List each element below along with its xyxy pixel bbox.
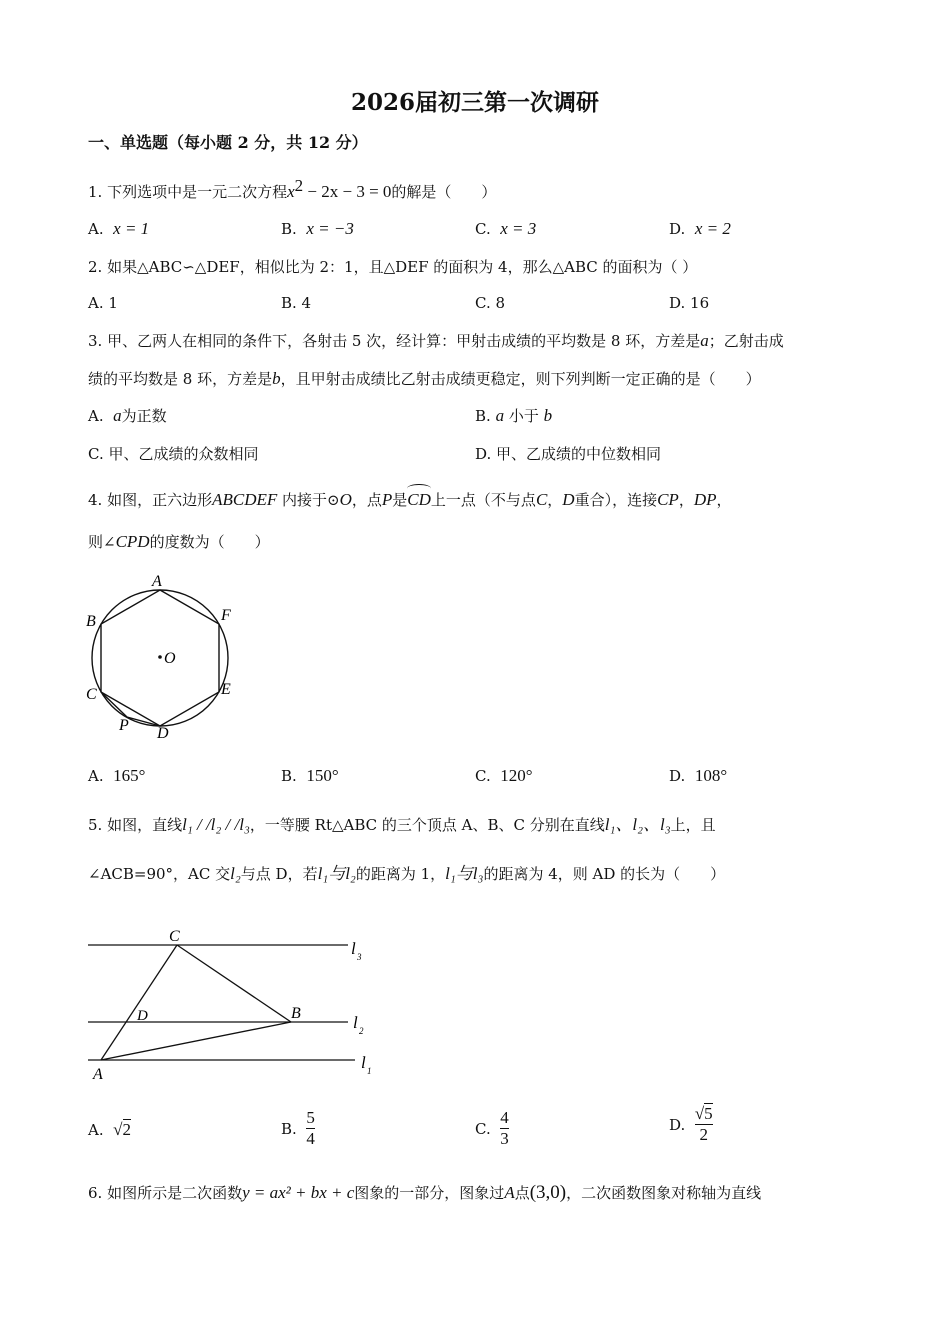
q3-option-c[interactable]: C. 甲、乙成绩的众数相同: [88, 445, 259, 463]
q1-eq-x: x: [287, 182, 295, 201]
q1-option-a[interactable]: A. x = 1: [88, 219, 150, 238]
label-d: D: [137, 1008, 148, 1024]
label-f: F: [221, 607, 231, 624]
q2-option-d[interactable]: D. 16: [669, 294, 710, 312]
label-o: O: [164, 650, 176, 667]
q3-option-d[interactable]: D. 甲、乙成绩的中位数相同: [475, 445, 662, 463]
label-b: B: [291, 1005, 301, 1022]
center-dot: [158, 655, 162, 659]
q5-option-a[interactable]: A. √2: [88, 1120, 131, 1139]
q5-option-b[interactable]: B. $\frac{5}{4}$: [281, 1108, 315, 1148]
fraction-4-3: $\frac{4}{3}$: [500, 1108, 509, 1148]
segment-ab: [101, 1022, 291, 1060]
label-l1-sub: 1: [367, 1066, 372, 1076]
parallel-lines-figure: [80, 920, 380, 1086]
label-l1: l: [361, 1053, 366, 1072]
fraction-5-4: $\frac{5}{4}$: [306, 1108, 315, 1148]
question-2: 2. 如果△ABC∽△DEF，相似比为 2：1，且△DEF 的面积为 4，那么△ABC 的面积为（ ）: [88, 258, 698, 276]
sqrt-sign: √: [113, 1120, 123, 1139]
hexagon-circle-figure: [80, 566, 250, 746]
q1-option-d[interactable]: D. x = 2: [669, 219, 731, 238]
q2-option-a[interactable]: A. 1: [88, 294, 118, 312]
q1-text-post: 的解是（ ）: [391, 183, 497, 201]
label-a: A: [93, 1066, 103, 1083]
question-1: [88, 176, 496, 202]
q3-option-b[interactable]: B. a 小于 b: [475, 406, 553, 425]
label-c: C: [86, 686, 97, 703]
label-l3-sub: 3: [357, 952, 362, 962]
question-3-line-1: 3. 甲、乙两人在相同的条件下，各射击 5 次，经计算：甲射击成绩的平均数是 8 环，方差是a；乙射击成: [88, 331, 784, 350]
label-a: A: [152, 573, 162, 590]
fraction-sqrt5-2: $\frac{√5}{2}$: [694, 1104, 713, 1144]
q4-option-d[interactable]: D. 108°: [669, 766, 728, 785]
q1-option-b[interactable]: B. x = −3: [281, 219, 354, 238]
q4-option-a[interactable]: A. 165°: [88, 766, 146, 785]
q1-text-pre: 1. 下列选项中是一元二次方程: [88, 183, 288, 201]
question-6: 6. 如图所示是二次函数y = ax² + bx + c图象的一部分，图象过A点(3,0)，二次函数图象对称轴为直线: [88, 1182, 762, 1203]
label-l2-sub: 2: [359, 1026, 364, 1036]
question-4-line-2: 则∠CPD的度数为（ ）: [88, 532, 270, 551]
q3-option-a[interactable]: A. a为正数: [88, 406, 167, 425]
label-l3: l: [351, 939, 356, 958]
q1-option-c[interactable]: C. x = 3: [475, 219, 537, 238]
q2-option-b[interactable]: B. 4: [281, 294, 312, 312]
q5-option-d[interactable]: D. $\frac{√5}{2}$: [669, 1104, 713, 1144]
label-e: E: [221, 681, 231, 698]
label-l2: l: [353, 1013, 358, 1032]
q2-option-c[interactable]: C. 8: [475, 294, 506, 312]
page-title: 2026届初三第一次调研: [350, 89, 599, 116]
segment-ac: [101, 945, 177, 1060]
question-5-line-1: 5. 如图，直线l₁ / /l₂ / /l₃，一等腰 Rt△ABC 的三个顶点 A、B、C 分别在直线l₁、l₂、l₃上，且: [88, 815, 716, 834]
question-4-line-1: 4. 如图，正六边形ABCDEF 内接于⊙O，点P是 CD上一点（不与点C，D重合），连接CP，DP，: [88, 486, 732, 510]
q4-option-b[interactable]: B. 150°: [281, 766, 339, 785]
label-d: D: [157, 725, 169, 742]
label-p: P: [119, 717, 129, 734]
section-heading: 一、单选题（每小题 2 分，共 12 分）: [88, 133, 368, 152]
q1-eq-rest: − 2x − 3 = 0: [303, 182, 392, 201]
question-3-line-2: 绩的平均数是 8 环，方差是b，且甲射击成绩比乙射击成绩更稳定，则下列判断一定正确的是（ ）: [88, 369, 761, 388]
q4-option-c[interactable]: C. 120°: [475, 766, 533, 785]
question-5-line-2: ∠ACB=90°，AC 交l₂与点 D，若l₁与l₂的距离为 1，l₁与l₃的距离为 4，则 AD 的长为（ ）: [88, 864, 726, 883]
label-b: B: [86, 613, 96, 630]
q1-eq-sup: 2: [294, 176, 304, 195]
label-c: C: [169, 928, 180, 945]
segment-cb: [177, 945, 291, 1022]
arc-cd: CD: [407, 486, 431, 510]
q5-option-c[interactable]: C. $\frac{4}{3}$: [475, 1108, 509, 1148]
